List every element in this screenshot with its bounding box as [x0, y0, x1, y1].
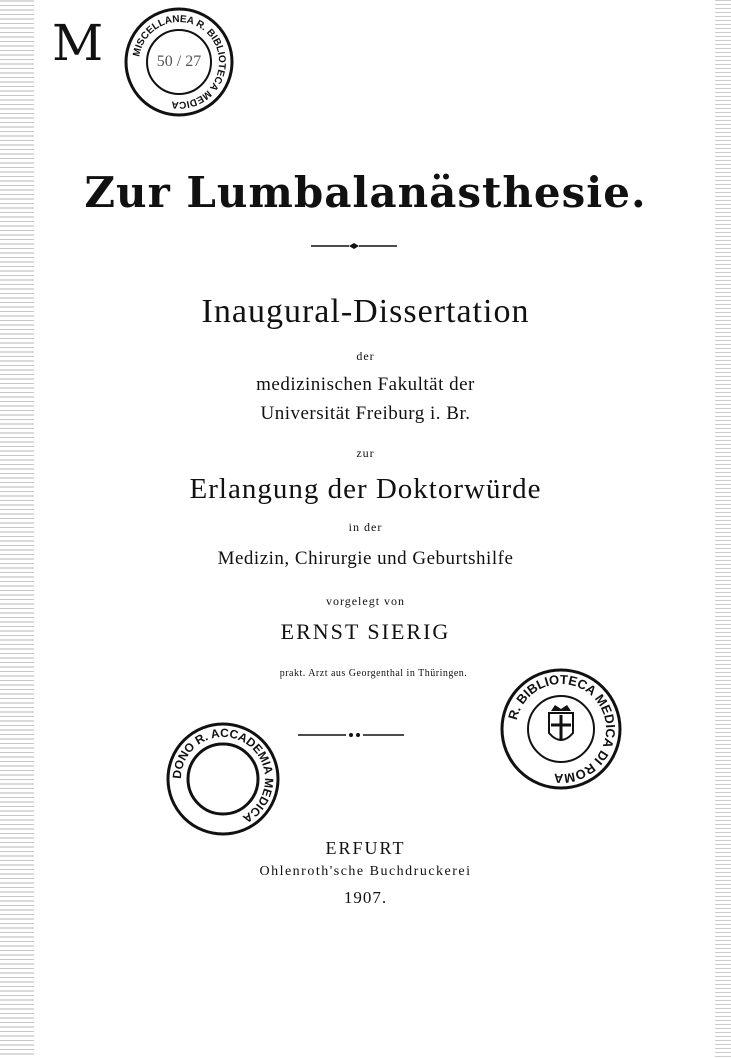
donation-stamp-text: DONO R. ACCADEMIA MEDICA	[169, 725, 277, 826]
book-title: Zur Lumbalanästhesie.	[84, 168, 647, 217]
imprint-year: 1907.	[343, 888, 388, 907]
university-line: Universität Freiburg i. Br.	[260, 403, 471, 424]
presented-by: vorgelegt von	[325, 594, 406, 608]
text-zur: zur	[356, 446, 375, 460]
library-stamp-right	[499, 667, 623, 791]
author-detail: prakt. Arzt aus Georgenthal in Thüringen.	[279, 668, 468, 679]
ornament-rule-top	[309, 240, 399, 252]
library-stamp-top	[123, 6, 235, 118]
stamp-top-number: 50 / 27	[156, 53, 202, 70]
degree-line: Erlangung der Doktorwürde	[189, 473, 542, 505]
ornament-rule-bottom	[296, 730, 406, 740]
author-name: ERNST SIERIG	[280, 619, 451, 644]
fields-line: Medizin, Chirurgie und Geburtshilfe	[217, 548, 514, 569]
library-stamp-right-text: R. BIBLIOTECA MEDICA DI ROMA	[505, 671, 619, 787]
imprint-city: ERFURT	[325, 838, 406, 858]
imprint-printer: Ohlenroth'sche Buchdruckerei	[259, 864, 472, 879]
text-in-der: in der	[348, 520, 383, 534]
svg-text:DONO R. ACCADEMIA MEDICA	[170, 726, 276, 826]
shelf-mark: M	[52, 14, 104, 72]
text-der: der	[356, 349, 375, 363]
coat-of-arms-icon	[549, 705, 573, 741]
donation-stamp	[165, 721, 281, 837]
stamp-top-ring-text: MISCELLANEA R. BIBLIOTECA MEDICA	[131, 13, 228, 111]
subtitle: Inaugural-Dissertation	[201, 293, 530, 330]
faculty-line: medizinischen Fakultät der	[256, 374, 475, 395]
